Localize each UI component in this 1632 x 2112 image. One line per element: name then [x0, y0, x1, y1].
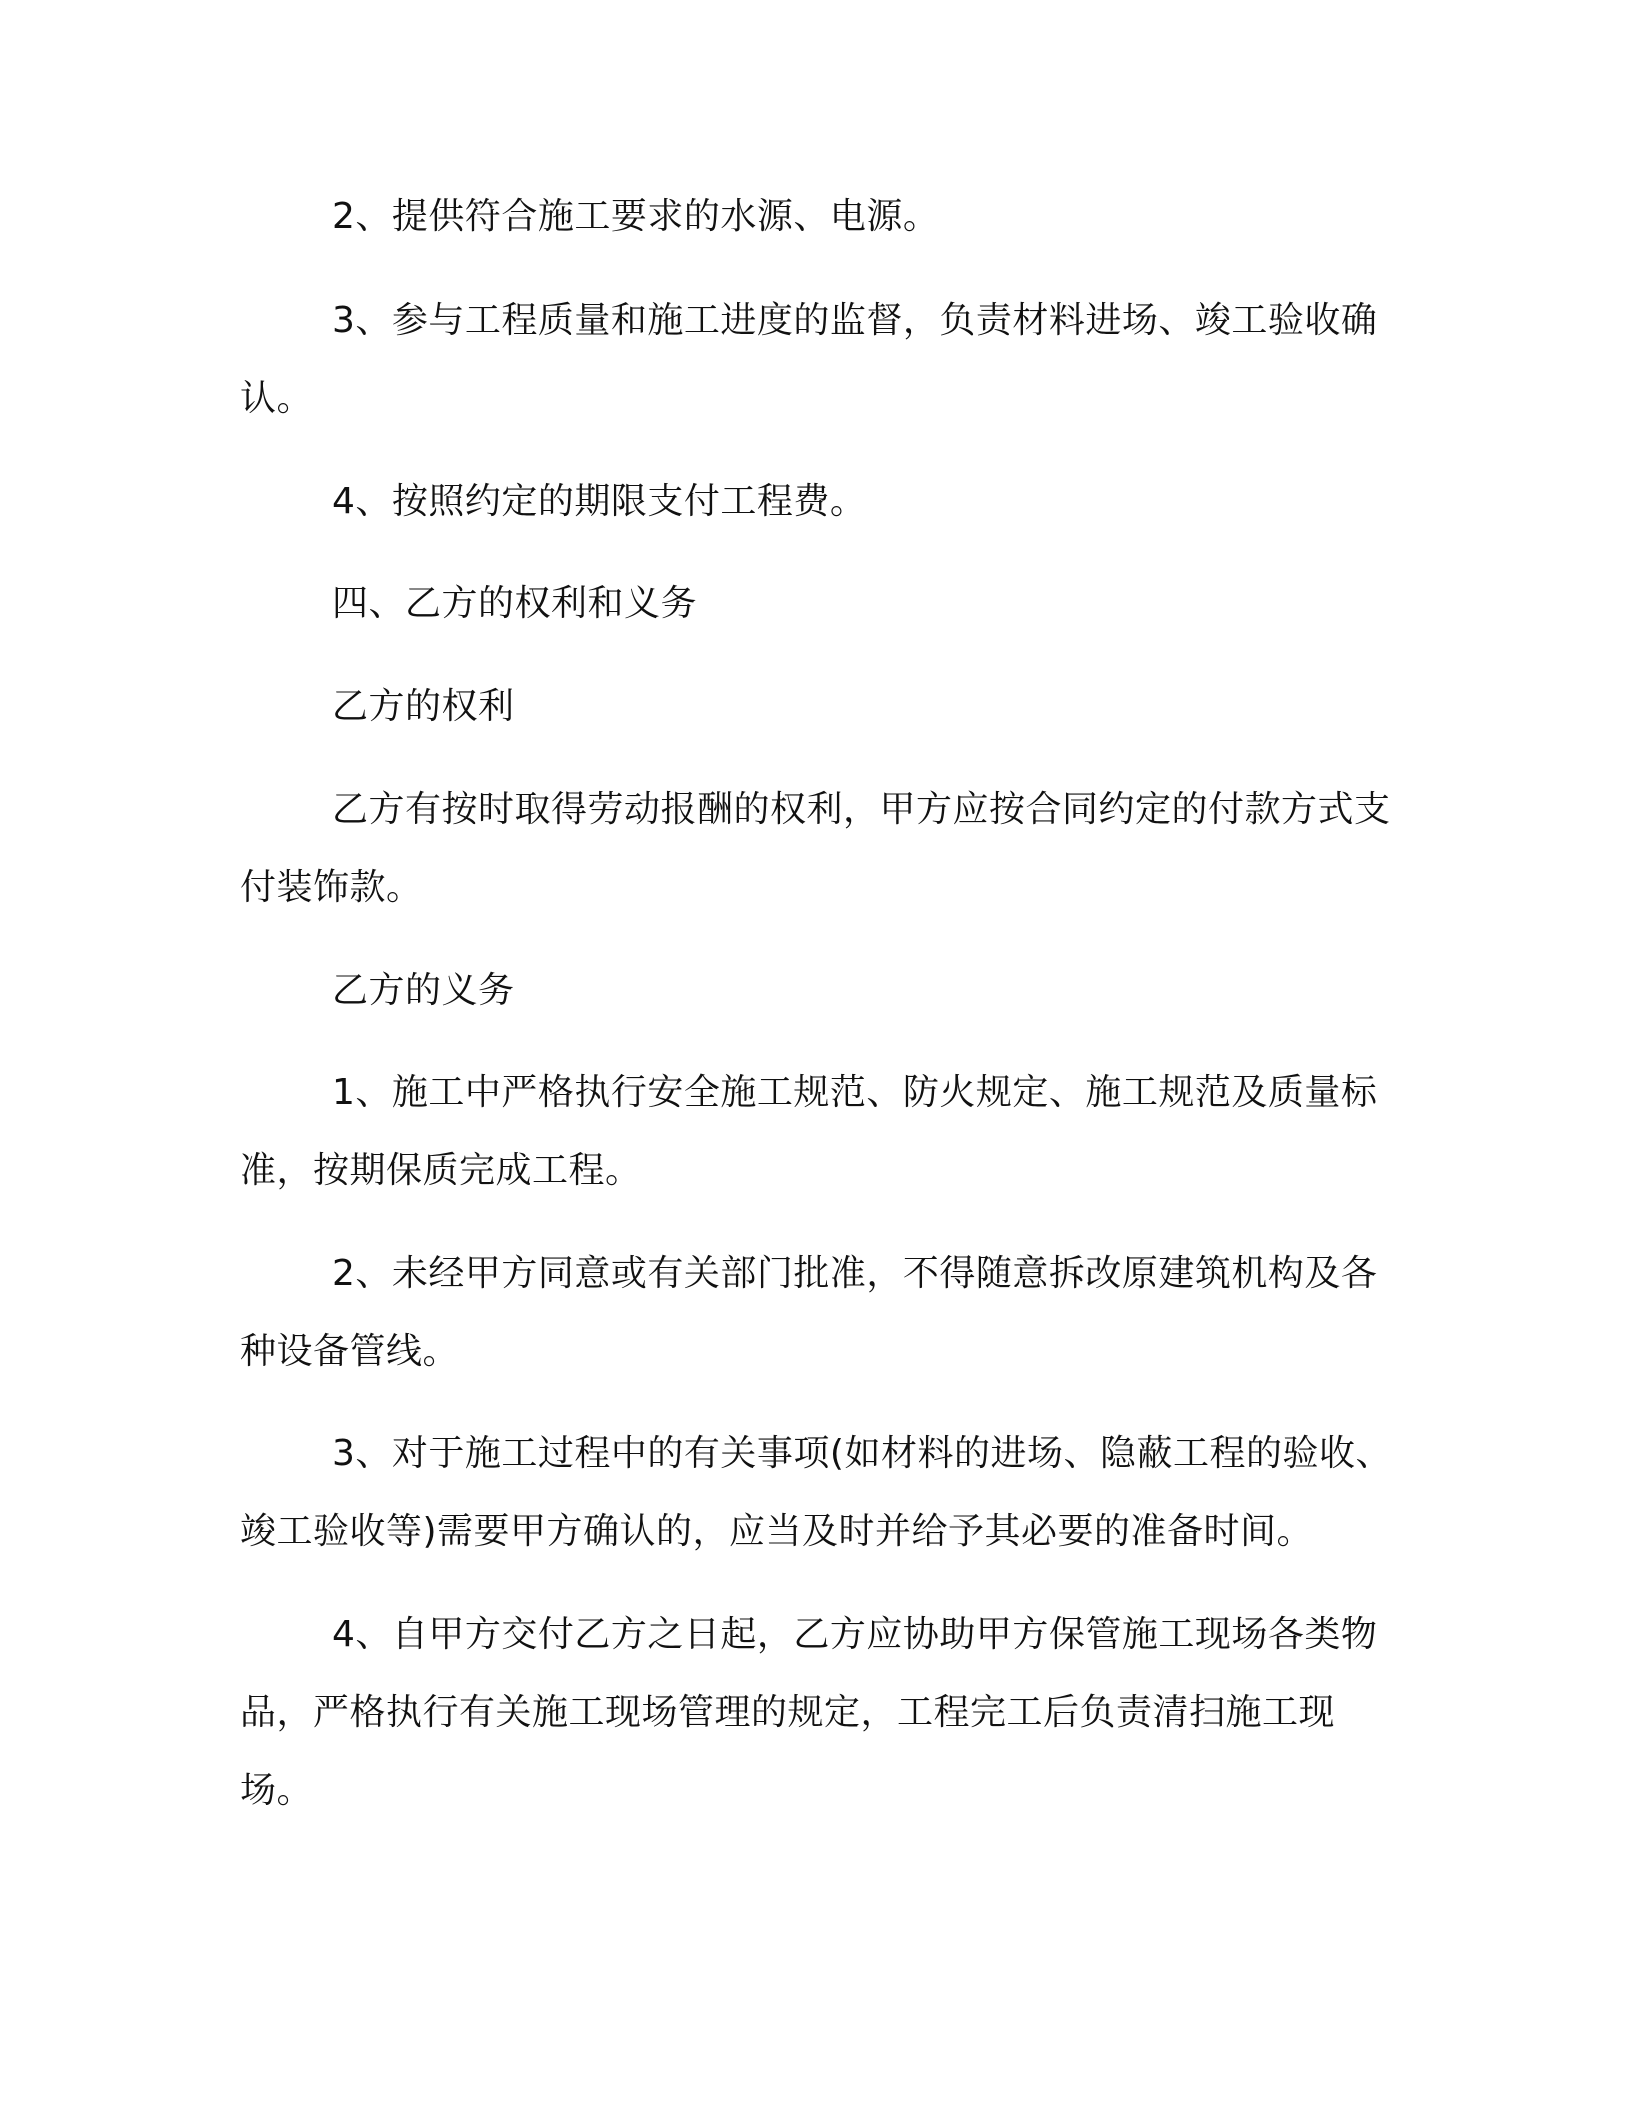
paragraph-party-a-duty-2: 2、提供符合施工要求的水源、电源。	[332, 196, 940, 237]
paragraph-party-b-duty-3: 3、对于施工过程中的有关事项(如材料的进场、隐蔽工程的验收、竣工验收等)需要甲方确认的，应当及时并给予其必要的准备时间。	[240, 1433, 1392, 1552]
paragraph-party-a-duty-3: 3、参与工程质量和施工进度的监督，负责材料进场、竣工验收确认。	[240, 300, 1378, 419]
subheading-party-b-rights: 乙方的权利	[332, 686, 515, 727]
subheading-party-b-duties: 乙方的义务	[332, 970, 515, 1011]
paragraph-party-a-duty-4: 4、按照约定的期限支付工程费。	[332, 481, 867, 522]
section-heading-party-b: 四、乙方的权利和义务	[332, 583, 698, 624]
paragraph-party-b-rights: 乙方有按时取得劳动报酬的权利，甲方应按合同约定的付款方式支付装饰款。	[240, 789, 1391, 908]
paragraph-party-b-duty-1: 1、施工中严格执行安全施工规范、防火规定、施工规范及质量标准，按期保质完成工程。	[240, 1072, 1378, 1191]
paragraph-party-b-duty-2: 2、未经甲方同意或有关部门批准，不得随意拆改原建筑机构及各种设备管线。	[240, 1253, 1378, 1372]
paragraph-party-b-duty-4: 4、自甲方交付乙方之日起，乙方应协助甲方保管施工现场各类物品，严格执行有关施工现场管理的规定，工程完工后负责清扫施工现场。	[240, 1614, 1378, 1811]
